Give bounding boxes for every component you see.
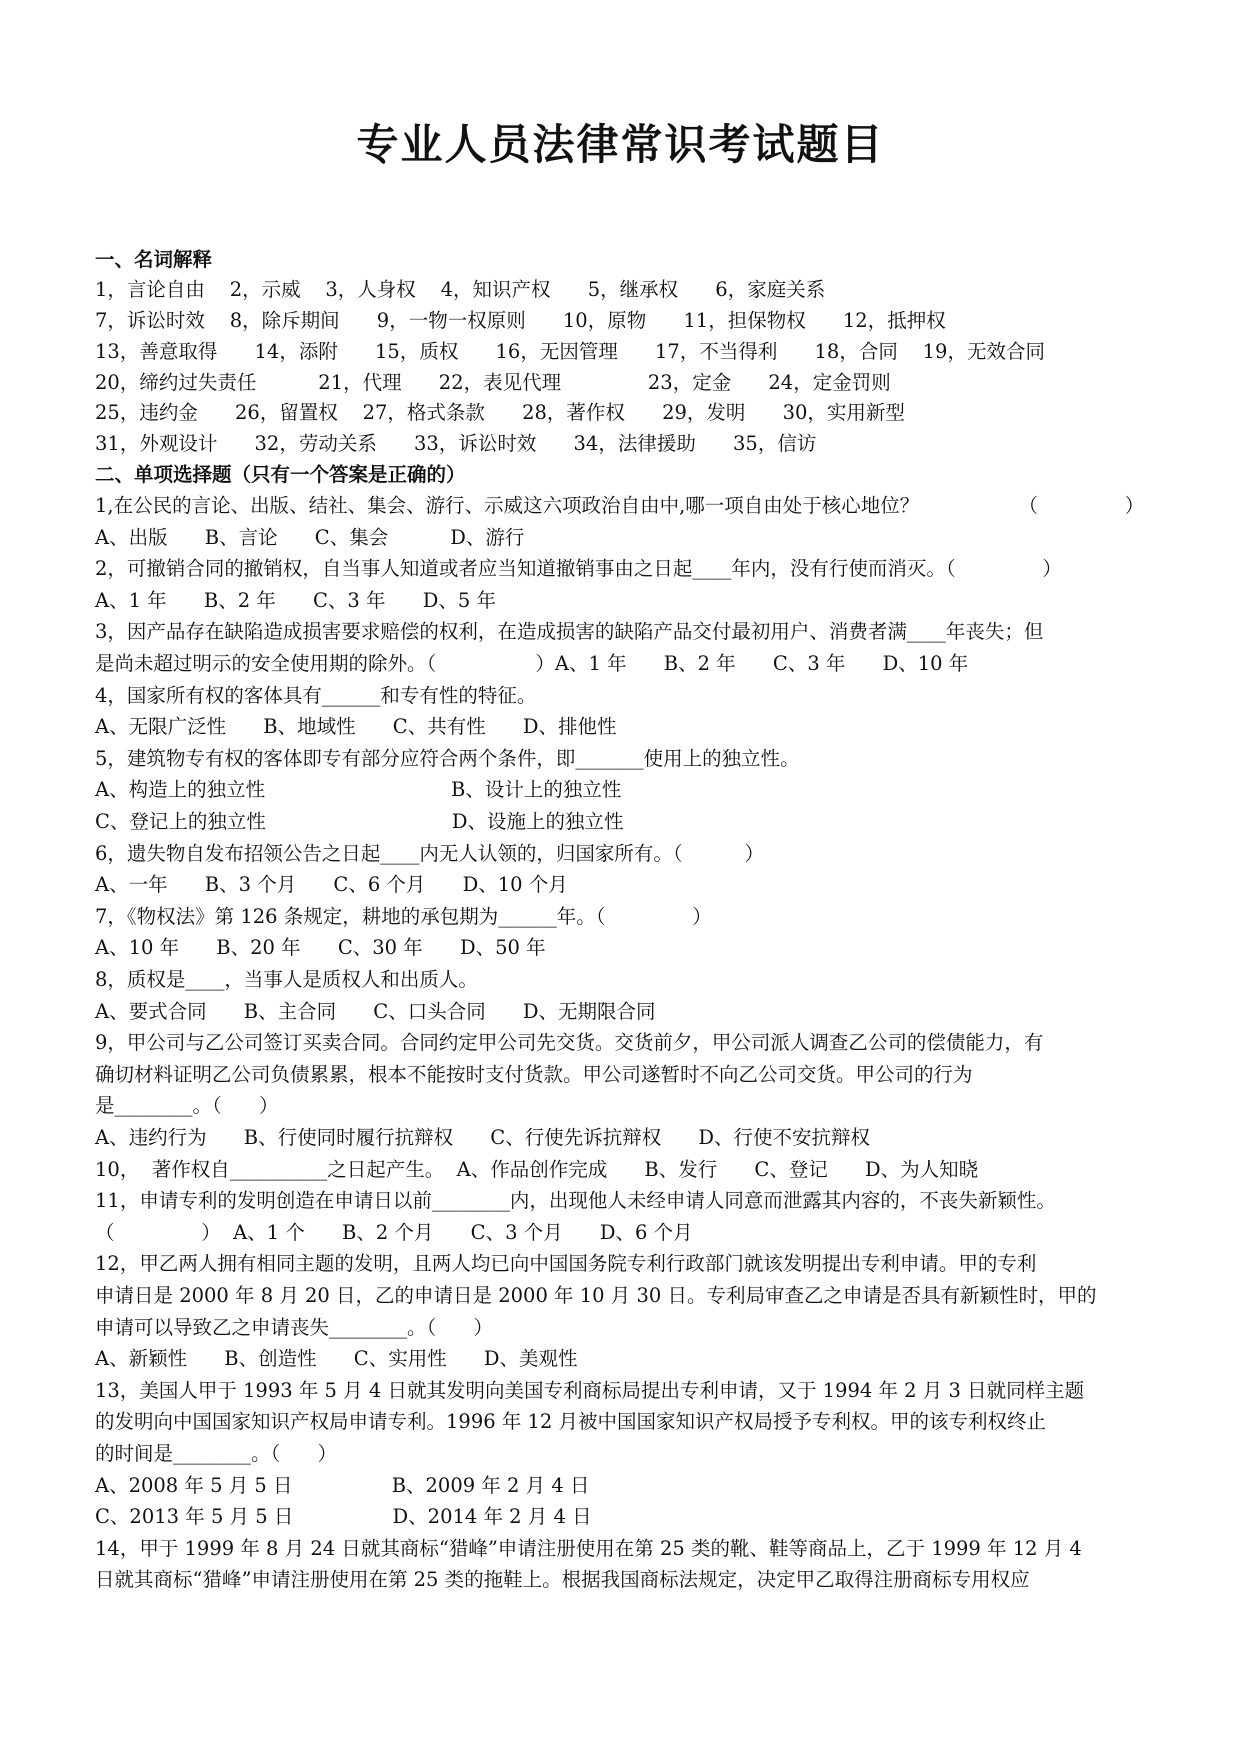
question-line: 10， 著作权自__________之日起产生。 A、作品创作完成 B、发行 C、登记 D、为人知晓 <box>95 1158 979 1181</box>
question-line: 申请日是 2000 年 8 月 20 日，乙的申请日是 2000 年 10 月 30 日。专利局审查乙之申请是否具有新颖性时，甲的 <box>95 1284 1097 1307</box>
term-row: 25，违约金 26，留置权 27，格式条款 28，著作权 29，发明 30，实用新型 <box>95 401 905 424</box>
section-heading-terms: 一、名词解释 <box>95 248 213 271</box>
question-line: 5，建筑物专有权的客体即专有部分应符合两个条件，即_______使用上的独立性。 <box>95 747 800 770</box>
question-line: 4，国家所有权的客体具有______和专有性的特征。 <box>95 684 537 707</box>
question-line: A、要式合同 B、主合同 C、口头合同 D、无期限合同 <box>95 1000 656 1023</box>
term-row: 31，外观设计 32，劳动关系 33，诉讼时效 34，法律援助 35，信访 <box>95 432 817 455</box>
term-row: 7，诉讼时效 8，除斥期间 9，一物一权原则 10，原物 11，担保物权 12，抵押权 <box>95 309 946 332</box>
page-title: 专业人员法律常识考试题目 <box>356 120 885 169</box>
term-row: 20，缔约过失责任 21，代理 22，表见代理 23，定金 24，定金罚则 <box>95 371 891 394</box>
question-line: 的发明向中国国家知识产权局申请专利。1996 年 12 月被中国国家知识产权局授予专利权。甲的该专利权终止 <box>95 1410 1047 1433</box>
question-line: （ ） A、1 个 B、2 个月 C、3 个月 D、6 个月 <box>95 1221 693 1244</box>
question-line: A、出版 B、言论 C、集会 D、游行 <box>95 526 525 549</box>
question-line: 的时间是________。（ ） <box>95 1442 337 1465</box>
question-line: A、10 年 B、20 年 C、30 年 D、50 年 <box>95 936 546 959</box>
question-line: 日就其商标“猎峰”申请注册使用在第 25 类的拖鞋上。根据我国商标法规定，决定甲乙取得注册商标专用权应 <box>95 1568 1030 1591</box>
question-line: A、1 年 B、2 年 C、3 年 D、5 年 <box>95 589 496 612</box>
question-line: 是________。（ ） <box>95 1094 279 1117</box>
question-line: 7，《物权法》第 126 条规定，耕地的承包期为______年。（ ） <box>95 905 712 928</box>
question-line: 1,在公民的言论、出版、结社、集会、游行、示威这六项政治自由中,哪一项自由处于核心地位？ （ ） <box>95 494 1145 517</box>
question-line: A、违约行为 B、行使同时履行抗辩权 C、行使先诉抗辩权 D、行使不安抗辩权 <box>95 1126 871 1149</box>
question-line: 确切材料证明乙公司负债累累，根本不能按时支付货款。甲公司遂暂时不向乙公司交货。甲公司的行为 <box>95 1063 973 1086</box>
section-heading-choice: 二、单项选择题（只有一个答案是正确的） <box>95 463 466 486</box>
question-line: A、新颖性 B、创造性 C、实用性 D、美观性 <box>95 1347 578 1370</box>
question-line: 11，申请专利的发明创造在申请日以前________内，出现他人未经申请人同意而泄露其内容的，不丧失新颖性。 <box>95 1189 1056 1212</box>
question-line: 13，美国人甲于 1993 年 5 月 4 日就其发明向美国专利商标局提出专利申请，又于 1994 年 2 月 3 日就同样主题 <box>95 1379 1085 1402</box>
question-line: 2，可撤销合同的撤销权，自当事人知道或者应当知道撤销事由之日起____年内，没有行使而消灭。（ ） <box>95 557 1062 580</box>
question-line: 12，甲乙两人拥有相同主题的发明，且两人均已向中国国务院专利行政部门就该发明提出专利申请。甲的专利 <box>95 1252 1037 1275</box>
question-line: 14，甲于 1999 年 8 月 24 日就其商标“猎峰”申请注册使用在第 25 类的靴、鞋等商品上，乙于 1999 年 12 月 4 <box>95 1537 1082 1560</box>
question-line: C、登记上的独立性 D、设施上的独立性 <box>95 810 624 833</box>
question-line: 8，质权是____，当事人是质权人和出质人。 <box>95 968 478 991</box>
question-line: 申请可以导致乙之申请丧失________。（ ） <box>95 1316 493 1339</box>
question-line: 6，遗失物自发布招领公告之日起____内无人认领的，归国家所有。（ ） <box>95 842 765 865</box>
question-line: 3，因产品存在缺陷造成损害要求赔偿的权利，在造成损害的缺陷产品交付最初用户、消费者满____年丧失；但 <box>95 620 1044 643</box>
question-line: C、2013 年 5 月 5 日 D、2014 年 2 月 4 日 <box>95 1505 592 1528</box>
term-row: 13，善意取得 14，添附 15，质权 16，无因管理 17，不当得利 18，合同 19，无效合同 <box>95 340 1045 363</box>
question-line: 是尚未超过明示的安全使用期的除外。（ ）A、1 年 B、2 年 C、3 年 D、10 年 <box>95 652 969 675</box>
question-line: A、2008 年 5 月 5 日 B、2009 年 2 月 4 日 <box>95 1474 590 1497</box>
question-line: A、无限广泛性 B、地域性 C、共有性 D、排他性 <box>95 715 617 738</box>
question-line: 9，甲公司与乙公司签订买卖合同。合同约定甲公司先交货。交货前夕，甲公司派人调查乙公司的偿债能力，有 <box>95 1031 1044 1054</box>
question-line: A、构造上的独立性 B、设计上的独立性 <box>95 778 622 801</box>
term-row: 1，言论自由 2，示威 3，人身权 4，知识产权 5，继承权 6，家庭关系 <box>95 278 826 301</box>
question-line: A、一年 B、3 个月 C、6 个月 D、10 个月 <box>95 873 568 896</box>
